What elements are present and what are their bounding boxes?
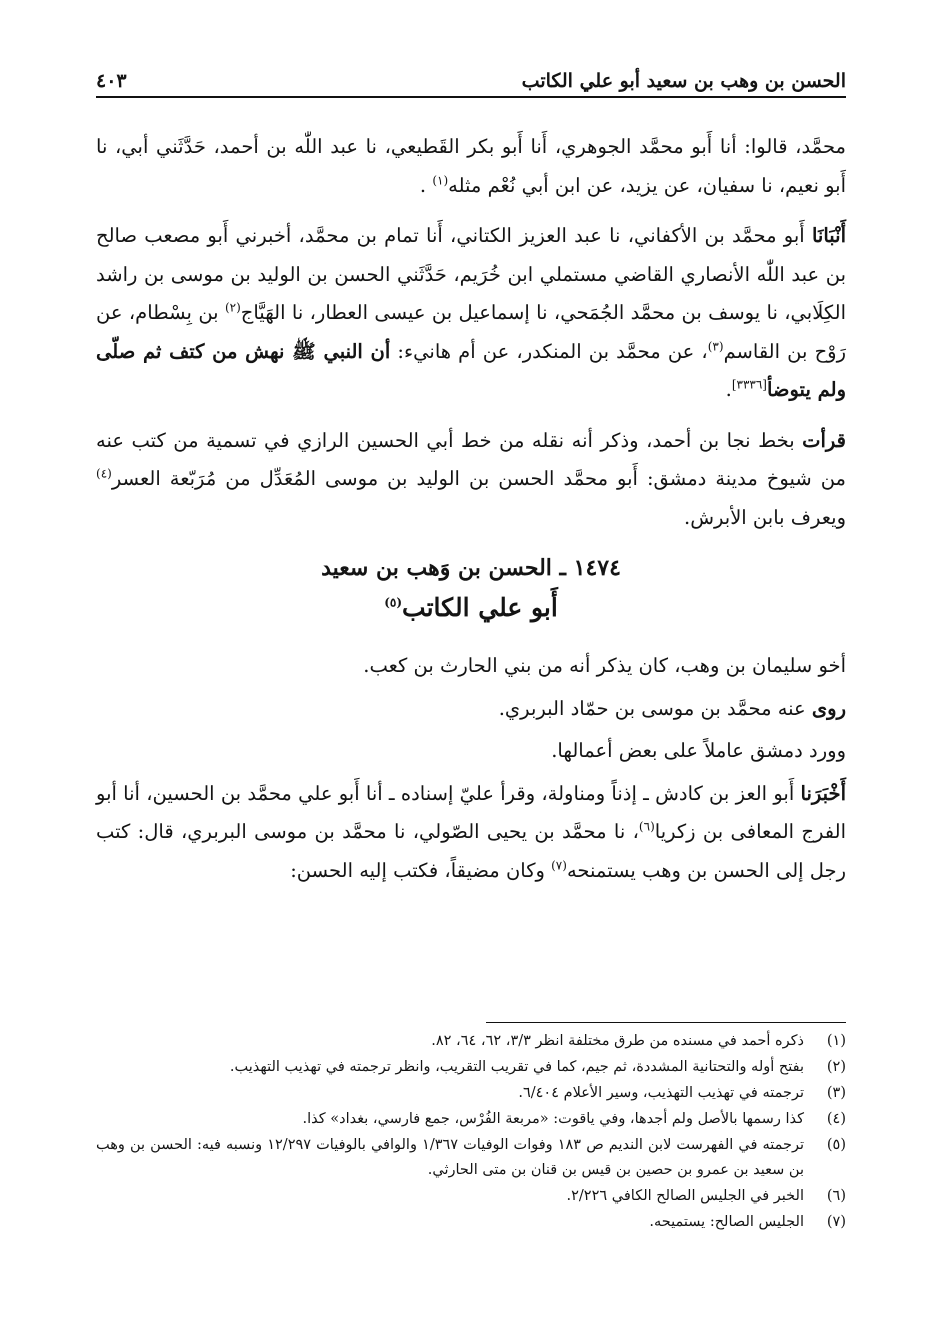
- entry-paragraph-4-text-c: وكان مضيقاً، فكتب إليه الحسن:: [290, 858, 552, 882]
- paragraph-3-lead: قرأت: [802, 428, 846, 452]
- page-number: ٤٠٣: [96, 70, 127, 92]
- entry-paragraph-4-lead: أَخْبَرَنا: [800, 781, 846, 805]
- footnote-item: [96, 1055, 846, 1080]
- entry-paragraph-2-lead: روى: [811, 696, 846, 720]
- footnote-text: بفتح أوله والتحتانية المشددة، ثم جيم، كما في تقريب التقريب، وانظر ترجمته في تهذيب التهذيب.: [229, 1059, 804, 1075]
- footnote-number: (٧): [826, 1214, 846, 1230]
- entry-paragraph-4: [96, 775, 846, 891]
- paragraph-2-text: أَبو محمَّد بن الأكفاني، نا عبد العزيز الكتاني، أَنا تمام بن محمَّد، أخبرني أَبو مصعب صالح بن عبد اللّٰه الأنصاري القاضي مستملي ابن خُرَيم، حَدَّثَني الحسن بن الوليد بن موسى بن راشد الكِلَابي، نا يوسف بن محمَّد الجُمَحي، نا إسماعيل بن عيسى العطار، نا الهَيَّاج: [96, 224, 846, 324]
- entry-subtitle: [96, 587, 846, 629]
- footnote-number: (٢): [826, 1059, 846, 1075]
- main-text: [96, 128, 846, 890]
- paragraph-3-text-b: ويعرف بابن الأبرش.: [684, 505, 846, 529]
- footnote-item: [96, 1107, 846, 1132]
- paragraph-2-text-b: بن بِسْطام، عن رَوْح بن القاسم: [96, 301, 846, 363]
- entry-paragraph-2: [96, 690, 846, 729]
- footnote-text: ترجمته في الفهرست لابن النديم ص ١٨٣ وفوات الوفيات ١/٣٦٧ والوافي بالوفيات ١٢/٢٩٧ ونسبه فيه: الحسن بن وهب بن سعيد بن عمرو بن حصين بن قيس بن قنان بن متى الحارثي.: [96, 1137, 804, 1178]
- hadith-text: أن النبي ﷺ نهش من كتف ثم صلّى ولم يتوضأ: [96, 339, 846, 401]
- running-title: الحسن بن وهب بن سعيد أبو علي الكاتب: [521, 70, 846, 92]
- entry-heading: [96, 549, 846, 629]
- footnote-ref-4: (٤): [96, 466, 112, 481]
- footnote-item: [96, 1081, 846, 1106]
- hadith-number: [٣٣٣٦]: [731, 377, 767, 392]
- entry-paragraph-1: أخو سليمان بن وهب، كان يذكر أنه من بني الحارث بن كعب.: [363, 654, 846, 677]
- footnote-item: [96, 1184, 846, 1209]
- footnote-item: [96, 1210, 846, 1235]
- footnote-text: الجليس الصالح: يستميحه.: [649, 1214, 804, 1230]
- paragraph-1-text: محمَّد، قالوا: أنا أَبو محمَّد الجوهري، أَنا أَبو بكر القَطيعي، نا عبد اللّٰه بن أحمد، حَدَّثَني أبي، نا أَبو نعيم، نا سفيان، عن يزيد، عن ابن أبي نُعْم مثله: [96, 135, 846, 197]
- footnote-ref-3: (٣): [707, 339, 724, 353]
- paragraph-3: [96, 422, 846, 538]
- footnote-ref-7: (٧): [551, 858, 567, 872]
- footnote-text: كذا رسمها بالأصل ولم أجدها، وفي ياقوت: «مربعة الفُرْس، جمع فارسي، بغداد» كذا.: [302, 1111, 804, 1127]
- entry-subtitle-text: أَبو علي الكاتب: [402, 593, 558, 622]
- footnote-item: [96, 1133, 846, 1183]
- paragraph-2-lead: أَنْبَانَا: [811, 224, 846, 247]
- entry-title: ١٤٧٤ ـ الحسن بن وَهب بن سعيد: [321, 555, 621, 581]
- footnote-number: (٤): [826, 1111, 846, 1127]
- entry-paragraph-4-text-b: ، نا محمَّد بن يحيى الصّولي، نا محمَّد بن موسى البربري، قال: كتب رجل إلى الحسن بن وهب يستمنحه: [96, 820, 846, 882]
- footnote-ref-5: (٥): [384, 595, 403, 610]
- entry-paragraph-3: وورد دمشق عاملاً على بعض أعمالها.: [551, 739, 846, 762]
- footnote-number: (٣): [826, 1085, 846, 1101]
- footnote-text: ترجمته في تهذيب التهذيب، وسير الأعلام ٦/٤٠٤.: [518, 1085, 804, 1101]
- paragraph-2: أَنْبَانَا أَبو محمَّد بن الأكفاني، نا عبد العزيز الكتاني، أَنا تمام بن محمَّد، أخبرني أَبو مصعب صالح بن عبد اللّٰه الأنصاري القاضي مستملي ابن خُرَيم، حَدَّثَني الحسن بن الوليد بن موسى بن راشد الكِلَابي، نا يوسف بن محمَّد الجُمَحي، نا إسماعيل بن عيسى العطار، نا الهَيَّاج$^{(٢)}$ بن بِسْطام، عن رَوْح بن القاسم$^{(٣)}$، عن محمَّد بن المنكدر، عن أم هانيء: أن النبي ﷺ نهش من كتف ثم صلّى ولم يتوضأ[٣٣٣٦].: [96, 224, 846, 401]
- footnote-rule: [486, 1022, 846, 1023]
- footnote-ref-1: (١): [432, 173, 449, 187]
- footnote-list: [96, 1029, 846, 1235]
- footnote-number: (١): [826, 1033, 846, 1049]
- footnote-number: (٥): [826, 1137, 846, 1153]
- entry-paragraph-4-text: أَبو العز بن كادش ـ إذناً ومناولة، وقرأ عليّ إسناده ـ أنا أَبو علي محمَّد بن الحسين، أنا أبو الفرج المعافى بن زكريا: [96, 781, 846, 843]
- entry-paragraph-2-text: عنه محمَّد بن موسى بن حمّاد البربري.: [498, 696, 812, 720]
- page-header: [96, 52, 846, 98]
- footnote-item: [96, 1029, 846, 1054]
- paragraph-3-text: بخط نجا بن أحمد، وذكر أنه نقله من خط أبي الحسين الرازي في تسمية من كتب عنه من شيوخ مدينة دمشق: أَبو محمَّد الحسن بن الوليد بن موسى المُعَدِّل من مُرَبّعة العسر: [96, 428, 846, 490]
- footnote-number: (٦): [826, 1188, 846, 1204]
- footnote-text: ذكره أحمد في مسنده من طرق مختلفة انظر ٣/٣، ٦٢، ٦٤، ٨٢.: [431, 1033, 804, 1049]
- footnote-ref-6: (٦): [638, 819, 655, 834]
- footnotes: [96, 1022, 846, 1236]
- paragraph-2-text-c: ، عن محمَّد بن المنكدر، عن أم هانيء:: [390, 339, 708, 363]
- page: [96, 52, 846, 902]
- paragraph-1: محمَّد، قالوا: أنا أَبو محمَّد الجوهري، أَنا أَبو بكر القَطيعي، نا عبد اللّٰه بن أحمد، حَدَّثَني أبي، نا أَبو نعيم، نا سفيان، عن يزيد، عن ابن أبي نُعْم مثله$^{(١)}$ .: [96, 135, 846, 197]
- footnote-ref-2: (٢): [224, 300, 241, 315]
- footnote-text: الخبر في الجليس الصالح الكافي ٢/٢٢٦.: [566, 1188, 804, 1204]
